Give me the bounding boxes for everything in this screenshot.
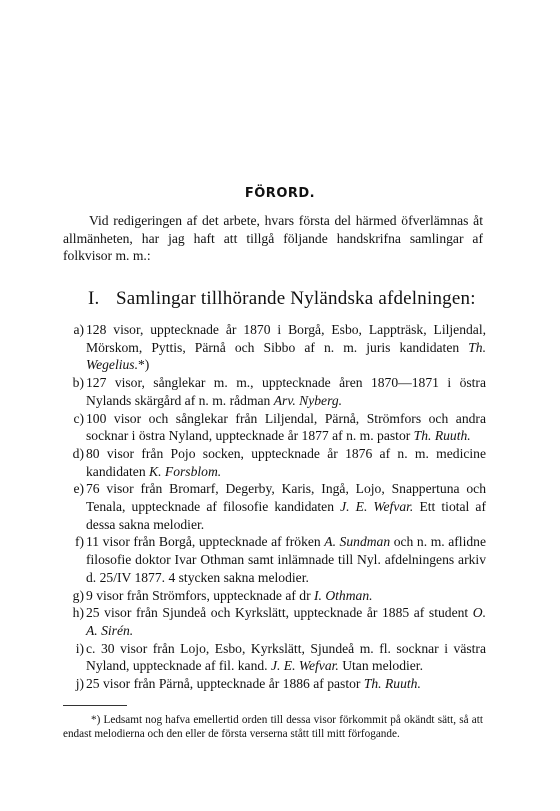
- list-item: [62, 410, 486, 445]
- item-text: 80 visor från Pojo socken, upptecknade år 1876 af n. m. medicine kandidaten K. Forsblom.: [86, 445, 486, 479]
- list-item: [62, 604, 486, 639]
- item-text: 128 visor, upptecknade år 1870 i Borgå, Esbo, Lappträsk, Liljendal, Mörskom, Pyttis, Pärnå och Sibbo af n. m. juris kandidaten Th. Wegelius.*): [86, 322, 486, 373]
- list-item: [62, 445, 486, 480]
- item-label: j): [75, 676, 84, 692]
- item-label: e): [73, 481, 84, 497]
- item-name: O. A. Sirén.: [86, 605, 486, 638]
- section-number: I.: [88, 288, 100, 309]
- item-label: b): [72, 375, 84, 391]
- intro-paragraph: Vid redigeringen af det arbete, hvars första del härmed öfverlämnas åt allmänheten, har jag haft att tillgå följande handskrifna samlingar af folkvisor m. m.:: [63, 213, 483, 263]
- list-item: [62, 640, 486, 675]
- item-name: Arv. Nyberg.: [273, 392, 343, 408]
- item-text: 9 visor från Strömfors, upptecknade af dr I. Othman.: [86, 587, 373, 603]
- item-name: K. Forsblom.: [149, 463, 222, 479]
- list-item: [62, 675, 486, 693]
- footnote: *) Ledsamt nog hafva emellertid orden till dessa visor förkommit på okändt sätt, så att endast melodierna och den eller de första verserna stått till mitt förfogande.: [63, 714, 483, 740]
- item-name: Th. Wegelius.: [86, 339, 486, 373]
- list-item: [62, 587, 486, 605]
- list-item: [62, 480, 486, 533]
- item-label: h): [72, 605, 84, 621]
- collection-list: [62, 321, 486, 693]
- item-name: J. E. Wefvar.: [270, 658, 339, 674]
- item-label: g): [72, 587, 84, 603]
- item-text: c. 30 visor från Lojo, Esbo, Kyrkslätt, Sjundeå m. fl. socknar i västra Nyland, upptecknade af fil. kand. J. E. Wefvar. Utan melodier.: [86, 640, 486, 674]
- item-label: a): [73, 322, 84, 337]
- section-title: [88, 288, 488, 310]
- item-text: 11 visor från Borgå, upptecknade af fröken A. Sundman och n. m. aflidne filosofie doktor Ivar Othman samt inlämnade till Nyl. afdelningens arkiv d. 25/IV 1877. 4 stycken sakna melodier.: [86, 534, 486, 585]
- item-text: 25 visor från Sjundeå och Kyrkslätt, upptecknade år 1885 af student O. A. Sirén.: [86, 605, 486, 638]
- item-text: 100 visor och sånglekar från Liljendal, Pärnå, Strömfors och andra socknar i östra Nyland, upptecknade år 1877 af n. m. pastor Th. Ruuth.: [86, 410, 486, 444]
- item-label: f): [74, 534, 84, 550]
- item-name: I. Othman.: [314, 587, 373, 603]
- list-item: [62, 533, 486, 586]
- list-item: [62, 374, 486, 409]
- item-label: c): [73, 410, 84, 426]
- item-text: 127 visor, sånglekar m. m., upptecknade åren 1870—1871 i östra Nylands skärgård af n. m. rådman Arv. Nyberg.: [86, 375, 486, 408]
- item-text: 25 visor från Pärnå, upptecknade år 1886 af pastor Th. Ruuth.: [86, 676, 421, 692]
- item-text: 76 visor från Bromarf, Degerby, Karis, Ingå, Lojo, Snappertuna och Tenala, upptecknade af filosofie kandidaten J. E. Wefvar. Ett tiotal af dessa sakna melodier.: [86, 481, 486, 532]
- page-heading: FÖRORD.: [244, 186, 316, 201]
- section-title-text: Samlingar tillhörande Nyländska afdelningen:: [116, 288, 476, 309]
- item-name: A. Sundman: [324, 534, 391, 550]
- list-item: [62, 321, 486, 374]
- item-label: d): [72, 445, 84, 461]
- item-name: J. E. Wefvar.: [340, 499, 414, 515]
- footnote-rule: [63, 705, 127, 706]
- item-name: Th. Ruuth.: [363, 676, 421, 692]
- item-label: i): [75, 640, 84, 656]
- item-name: Th. Ruuth.: [413, 428, 471, 444]
